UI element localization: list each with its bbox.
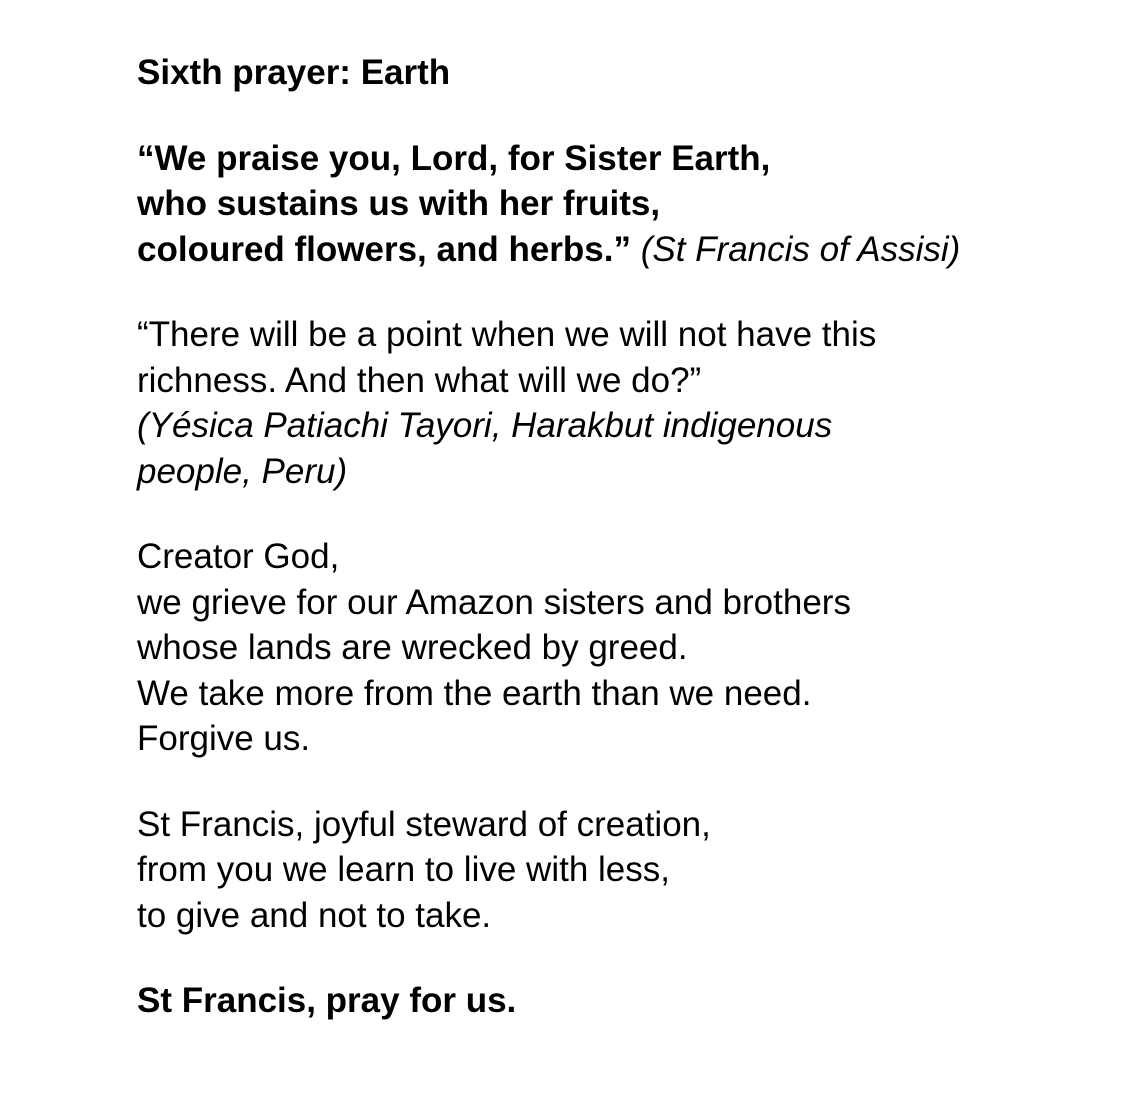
indigenous-quote bbox=[137, 312, 967, 494]
prayer-document bbox=[137, 50, 967, 1024]
prayer-line: Creator God, bbox=[137, 537, 340, 576]
quote-line-with-attribution bbox=[137, 227, 967, 273]
prayer-line: Forgive us. bbox=[137, 719, 311, 758]
prayer-line: We take more from the earth than we need. bbox=[137, 673, 812, 713]
quote-line: who sustains us with her fruits, bbox=[137, 184, 661, 223]
invocation-stanza bbox=[137, 802, 967, 939]
quote-attribution-line: (Yésica Patiachi Tayori, Harakbut indigenous bbox=[137, 406, 833, 445]
invocation-line: to give and not to take. bbox=[137, 895, 492, 935]
quote-attribution: (St Francis of Assisi) bbox=[640, 229, 961, 269]
quote-line: richness. And then what will we do?” bbox=[137, 360, 702, 400]
st-francis-quote bbox=[137, 136, 967, 273]
closing-line: St Francis, pray for us. bbox=[137, 981, 517, 1020]
quote-line: “We praise you, Lord, for Sister Earth, bbox=[137, 138, 771, 178]
prayer-line: we grieve for our Amazon sisters and brothers bbox=[137, 582, 851, 622]
prayer-line: whose lands are wrecked by greed. bbox=[137, 628, 688, 667]
invocation-line: St Francis, joyful steward of creation, bbox=[137, 804, 711, 844]
page-title: Sixth prayer: Earth bbox=[137, 53, 451, 92]
quote-attribution-line: people, Peru) bbox=[137, 451, 348, 491]
quote-line: “There will be a point when we will not have this bbox=[137, 315, 877, 354]
quote-line: coloured flowers, and herbs.” bbox=[137, 229, 631, 269]
prayer-stanza bbox=[137, 534, 967, 762]
invocation-line: from you we learn to live with less, bbox=[137, 850, 670, 889]
